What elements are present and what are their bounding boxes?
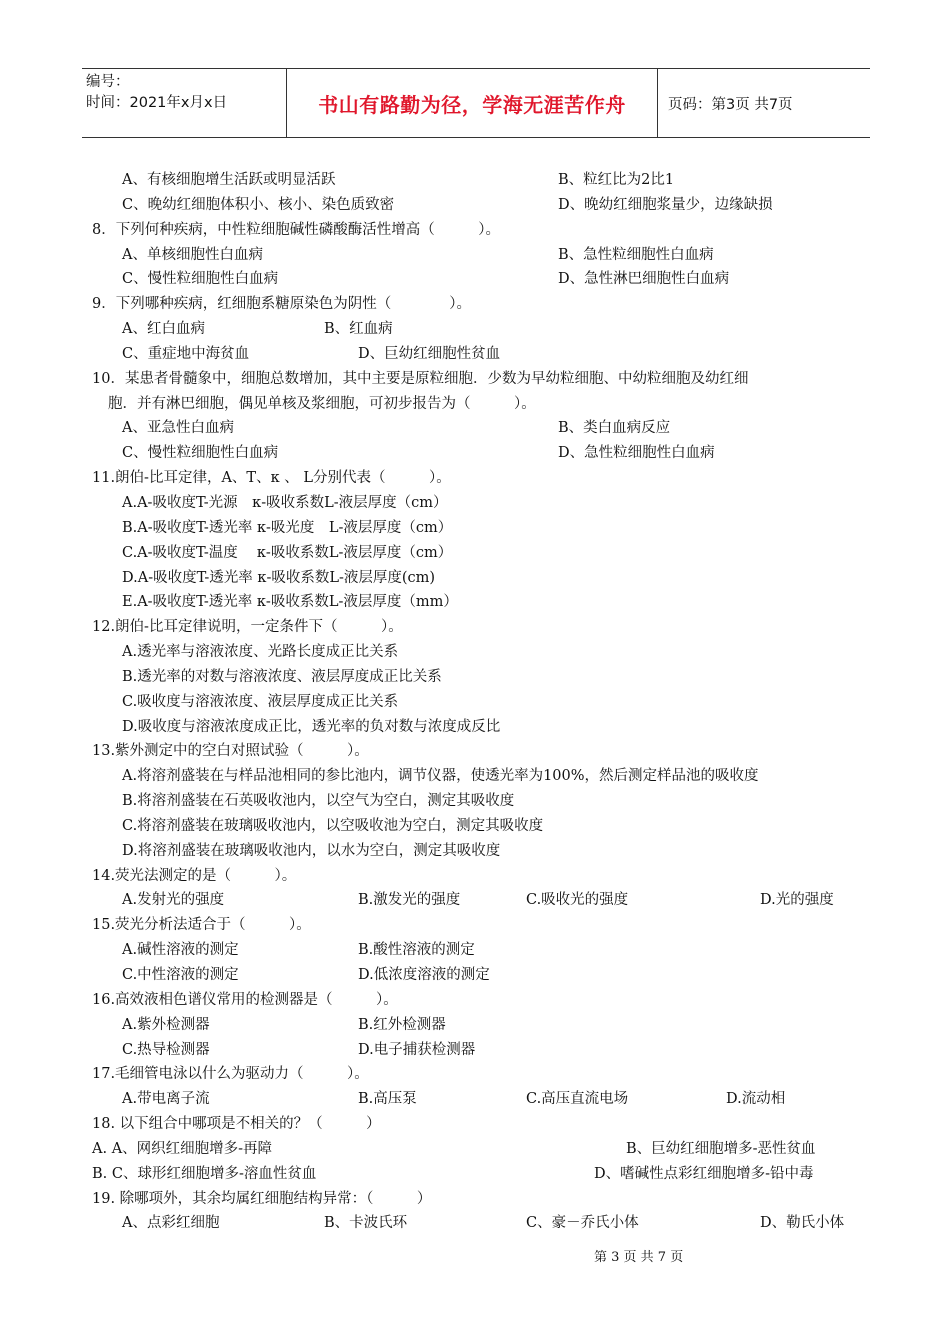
question-text: 16.高效液相色谱仪常用的检测器是（ ）。 bbox=[92, 991, 398, 1008]
answer-option: D.流动相 bbox=[726, 1091, 786, 1108]
answer-option: B、巨幼红细胞增多-恶性贫血 bbox=[626, 1140, 816, 1157]
answer-option: C、豪－乔氏小体 bbox=[526, 1215, 639, 1232]
answer-option: C、重症地中海贫血 bbox=[122, 345, 250, 362]
answer-option: D、急性淋巴细胞性白血病 bbox=[558, 271, 730, 288]
text-line bbox=[0, 963, 950, 988]
text-line bbox=[0, 739, 950, 764]
question-text: 14.荧光法测定的是（ ）。 bbox=[92, 867, 297, 884]
text-line bbox=[0, 1162, 950, 1187]
question-text: C.将溶剂盛装在玻璃吸收池内，以空吸收池为空白，测定其吸收度 bbox=[122, 817, 544, 834]
question-text: B.透光率的对数与溶液浓度、液层厚度成正比关系 bbox=[122, 668, 442, 685]
text-line bbox=[0, 441, 950, 466]
question-text: A.A-吸收度T-光源 κ-吸收系数L-液层厚度（cm） bbox=[122, 494, 448, 511]
text-line bbox=[0, 267, 950, 292]
question-body bbox=[0, 168, 950, 1236]
text-line bbox=[0, 615, 950, 640]
text-line bbox=[0, 888, 950, 913]
text-line bbox=[0, 938, 950, 963]
answer-option: C.高压直流电场 bbox=[526, 1091, 629, 1108]
text-line bbox=[0, 1062, 950, 1087]
answer-option: A、有核细胞增生活跃或明显活跃 bbox=[122, 172, 336, 188]
answer-option: B、粒红比为2比1 bbox=[558, 172, 675, 188]
answer-option: C、慢性粒细胞性白血病 bbox=[122, 271, 279, 288]
text-line bbox=[0, 590, 950, 615]
text-line bbox=[0, 764, 950, 789]
text-line bbox=[0, 1087, 950, 1112]
answer-option: B、红血病 bbox=[324, 321, 393, 338]
answer-option: A、单核细胞性白血病 bbox=[122, 246, 263, 263]
answer-option: A.发射光的强度 bbox=[122, 892, 225, 909]
question-text: B.将溶剂盛装在石英吸收池内，以空气为空白，测定其吸收度 bbox=[122, 793, 515, 810]
text-line bbox=[0, 317, 950, 342]
question-text: 胞．并有淋巴细胞，偶见单核及浆细胞，可初步报告为（ ）。 bbox=[108, 395, 536, 412]
answer-option: B. C、球形红细胞增多-溶血性贫血 bbox=[92, 1165, 317, 1182]
question-text: 18. 以下组合中哪项是不相关的？（ ） bbox=[92, 1116, 381, 1133]
number-label: 编号： bbox=[86, 74, 130, 90]
text-line bbox=[0, 342, 950, 367]
text-line bbox=[0, 814, 950, 839]
text-line bbox=[0, 243, 950, 268]
answer-option: C、慢性粒细胞性白血病 bbox=[122, 445, 279, 462]
question-text: C.A-吸收度T-温度 κ-吸收系数L-液层厚度（cm） bbox=[122, 544, 453, 561]
text-line bbox=[0, 640, 950, 665]
answer-option: D、嗜碱性点彩红细胞增多-铅中毒 bbox=[594, 1165, 814, 1182]
answer-option: A、亚急性白血病 bbox=[122, 420, 234, 437]
question-text: 11.朗伯-比耳定律，A、T、κ 、 L分别代表（ ）。 bbox=[92, 470, 451, 487]
text-line bbox=[0, 218, 950, 243]
question-text: 12.朗伯-比耳定律说明，一定条件下（ ）。 bbox=[92, 619, 403, 636]
answer-option: A、点彩红细胞 bbox=[122, 1215, 220, 1232]
text-line bbox=[0, 466, 950, 491]
question-text: D.吸收度与溶液浓度成正比，透光率的负对数与浓度成反比 bbox=[122, 718, 501, 735]
question-text: E.A-吸收度T-透光率 κ-吸收系数L-液层厚度（mm） bbox=[122, 594, 458, 611]
text-line bbox=[0, 913, 950, 938]
answer-option: C.中性溶液的测定 bbox=[122, 967, 239, 983]
text-line bbox=[0, 392, 950, 417]
page-label: 页码：第3页 共7页 bbox=[668, 96, 793, 113]
text-line bbox=[0, 193, 950, 218]
footer-page-number: 第 3 页 共 7 页 bbox=[594, 1250, 684, 1265]
text-line bbox=[0, 1211, 950, 1236]
question-text: D.将溶剂盛装在玻璃吸收池内，以水为空白，测定其吸收度 bbox=[122, 842, 501, 859]
motto: 书山有路勤为径，学海无涯苦作舟 bbox=[287, 69, 658, 137]
text-line bbox=[0, 988, 950, 1013]
answer-option: D.光的强度 bbox=[760, 892, 834, 909]
text-line bbox=[0, 715, 950, 740]
text-line bbox=[0, 839, 950, 864]
question-text: 13.紫外测定中的空白对照试验（ ）。 bbox=[92, 743, 369, 760]
answer-option: C.吸收光的强度 bbox=[526, 892, 629, 909]
text-line bbox=[0, 516, 950, 541]
question-text: A.透光率与溶液浓度、光路长度成正比关系 bbox=[122, 644, 399, 661]
question-text: D.A-吸收度T-透光率 κ-吸收系数L-液层厚度(cm) bbox=[122, 569, 436, 586]
answer-option: B、卡波氏环 bbox=[324, 1215, 408, 1232]
answer-option: A.带电离子流 bbox=[122, 1091, 210, 1108]
text-line bbox=[0, 566, 950, 591]
question-text: 10．某患者骨髓象中，细胞总数增加，其中主要是原粒细胞．少数为早幼粒细胞、中幼粒细胞及幼红细 bbox=[92, 370, 749, 387]
text-line bbox=[0, 416, 950, 441]
answer-option: A. A、网织红细胞增多-再障 bbox=[92, 1140, 273, 1157]
answer-option: D.低浓度溶液的测定 bbox=[358, 967, 490, 983]
answer-option: C.热导检测器 bbox=[122, 1041, 210, 1058]
text-line bbox=[0, 541, 950, 566]
text-line bbox=[0, 1013, 950, 1038]
question-text: A.将溶剂盛装在与样品池相同的参比池内，调节仪器，使透光率为100%，然后测定样品池的吸收度 bbox=[122, 768, 759, 785]
text-line bbox=[0, 491, 950, 516]
text-line bbox=[0, 168, 950, 193]
text-line bbox=[0, 1112, 950, 1137]
answer-option: B、类白血病反应 bbox=[558, 420, 671, 437]
question-text: 9．下列哪种疾病，红细胞系糖原染色为阴性（ ）。 bbox=[92, 296, 471, 313]
question-text: 19. 除哪项外，其余均属红细胞结构异常：（ ） bbox=[92, 1190, 432, 1207]
answer-option: A、红白血病 bbox=[122, 321, 205, 338]
question-text: 17.毛细管电泳以什么为驱动力（ ）。 bbox=[92, 1066, 369, 1083]
answer-option: A.紫外检测器 bbox=[122, 1016, 210, 1033]
text-line bbox=[0, 1137, 950, 1162]
answer-option: A.碱性溶液的测定 bbox=[122, 942, 239, 959]
page-header bbox=[82, 68, 870, 138]
text-line bbox=[0, 1187, 950, 1212]
header-meta bbox=[82, 69, 287, 137]
answer-option: D、晚幼红细胞浆量少，边缘缺损 bbox=[558, 196, 773, 213]
question-text: B.A-吸收度T-透光率 κ-吸光度 L-液层厚度（cm） bbox=[122, 519, 453, 536]
text-line bbox=[0, 864, 950, 889]
text-line bbox=[0, 367, 950, 392]
question-text: C.吸收度与溶液浓度、液层厚度成正比关系 bbox=[122, 693, 399, 710]
text-line bbox=[0, 665, 950, 690]
answer-option: B.激发光的强度 bbox=[358, 892, 461, 909]
question-text: 8．下列何种疾病，中性粒细胞碱性磷酸酶活性增高（ ）。 bbox=[92, 221, 500, 238]
time-label: 时间：2021年x月x日 bbox=[86, 95, 228, 111]
text-line bbox=[0, 1038, 950, 1063]
answer-option: C、晚幼红细胞体积小、核小、染色质致密 bbox=[122, 196, 395, 213]
answer-option: B.红外检测器 bbox=[358, 1016, 446, 1033]
text-line bbox=[0, 292, 950, 317]
answer-option: D、勒氏小体 bbox=[760, 1215, 845, 1232]
text-line bbox=[0, 789, 950, 814]
text-line bbox=[0, 690, 950, 715]
answer-option: D、巨幼红细胞性贫血 bbox=[358, 345, 501, 362]
answer-option: B、急性粒细胞性白血病 bbox=[558, 246, 714, 263]
answer-option: B.高压泵 bbox=[358, 1091, 417, 1108]
answer-option: D、急性粒细胞性白血病 bbox=[558, 445, 715, 462]
answer-option: B.酸性溶液的测定 bbox=[358, 942, 475, 959]
answer-option: D.电子捕获检测器 bbox=[358, 1041, 476, 1058]
question-text: 15.荧光分析法适合于（ ）。 bbox=[92, 917, 311, 934]
